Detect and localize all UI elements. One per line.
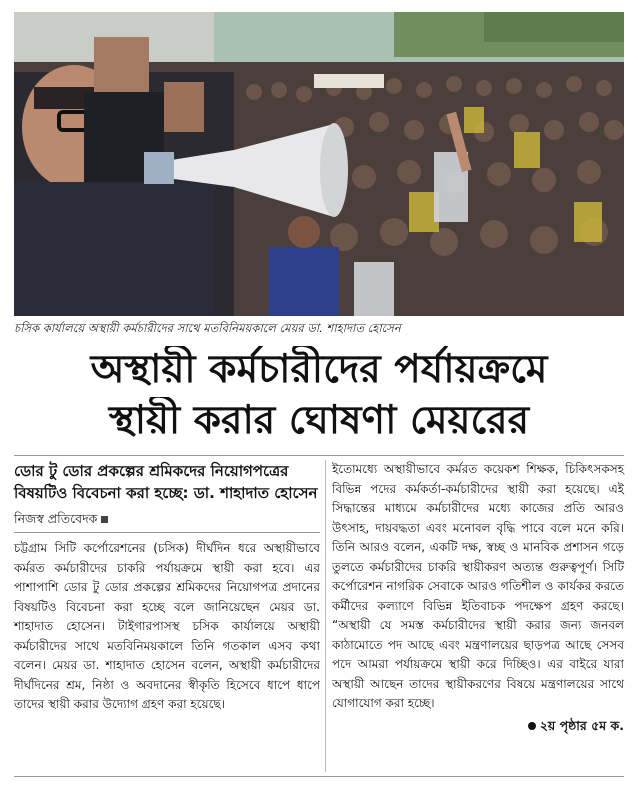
continuation-note (332, 718, 624, 738)
news-photo (14, 12, 624, 316)
subheadline: ডোর টু ডোর প্রকল্পের শ্রমিকদের নিয়োগপত্রের বিষয়টিও বিবেচনা করা হচ্ছে: ডা. শাহাদাত হোসেন (14, 462, 318, 502)
left-column (14, 460, 320, 715)
right-column (332, 460, 624, 738)
continuation-text: ২য় পৃষ্ঠার ৫ম ক. (539, 717, 624, 733)
bottom-rule (14, 776, 624, 777)
byline (14, 510, 320, 528)
bullet-dot-icon (528, 722, 536, 730)
photo-caption: চসিক কার্যালয়ে অস্থায়ী কর্মচারীদের সাথে মতবিনিময়কালে মেয়র ডা. শাহাদাত হোসেন (14, 321, 401, 335)
column-divider (325, 460, 326, 772)
byline-square-icon (101, 516, 108, 523)
body-text-right: ইতোমধ্যে অস্থায়ীভাবে কর্মরত কয়েকশ শিক্ষক, চিকিৎসকসহ বিভিন্ন পদের কর্মকর্তা-কর্মচারীদের স্থায়ী করা হয়েছে। এই সিদ্ধান্তের মাধ্যমে কর্মচারীদের মধ্যে কাজের প্রতি আরও উৎসাহ, দায়বদ্ধতা এবং মনোবল বৃদ্ধি পাবে বলে মনে করি। তিনি আরও বলেন, একটি দক্ষ, স্বচ্ছ ও মানবিক প্রশাসন গড়ে তুলতে কর্মচারীদের চাকরি স্থায়ীকরণ অত্যন্ত গুরুত্বপূর্ণ। সিটি কর্পোরেশন নাগরিক সেবাকে আরও গতিশীল ও কার্যকর করতে কর্মীদের কল্যাণে বিভিন্ন ইতিবাচক পদক্ষেপ গ্রহণ করছে। “অস্থায়ী যে সমস্ত কর্মচারীদের স্থায়ী করার জন্য জনবল কাঠামোতে পদ আছে এবং মন্ত্রণালয়ের ছাড়পত্র আছে সেসব পদে আমরা পর্যায়ক্রমে স্থায়ী করে দিচ্ছিও। এর বাইরে যারা অস্থায়ী আছেন তাদের স্থায়ীকরণের বিষয়ে মন্ত্রণালয়ের সাথে যোগাযোগ করা হচ্ছে। (332, 462, 624, 710)
byline-rule (14, 532, 320, 533)
headline-line-2: স্থায়ী করার ঘোষণা মেয়রের (108, 398, 530, 443)
headline-line-1: অস্থায়ী কর্মচারীদের পর্যায়ক্রমে (90, 347, 548, 392)
photo-illustration (14, 12, 624, 316)
body-text-left: চট্টগ্রাম সিটি কর্পোরেশনের (চসিক) দীর্ঘদিন ধরে অস্থায়ীভাবে কর্মরত কর্মচারীদের চাকরি পর্যায়ক্রমে স্থায়ী করা হবে। এর পাশাপাশি ডোর টু ডোর প্রকল্পের শ্রমিকদের নিয়োগপত্র প্রদানের বিষয়টিও বিবেচনা করা হচ্ছে বলে জানিয়েছেন মেয়র ডা. শাহাদাত হোসেন। টাইগারপাসস্থ চসিক কার্যালয়ে অস্থায়ী কর্মচারীদের সাথে মতবিনিময়কালে তিনি গতকাল এসব কথা বলেন। মেয়র ডা. শাহাদাত হোসেন বলেন, অস্থায়ী কর্মচারীদের দীর্ঘদিনের শ্রম, নিষ্ঠা ও অবদানের স্বীকৃতি হিসেবে ধাপে ধাপে তাদের স্থায়ী করার উদ্যোগ গ্রহণ করা হয়েছে। (14, 541, 320, 711)
byline-text: নিজস্ব প্রতিবেদক (14, 511, 98, 526)
headline-rule (14, 455, 624, 456)
